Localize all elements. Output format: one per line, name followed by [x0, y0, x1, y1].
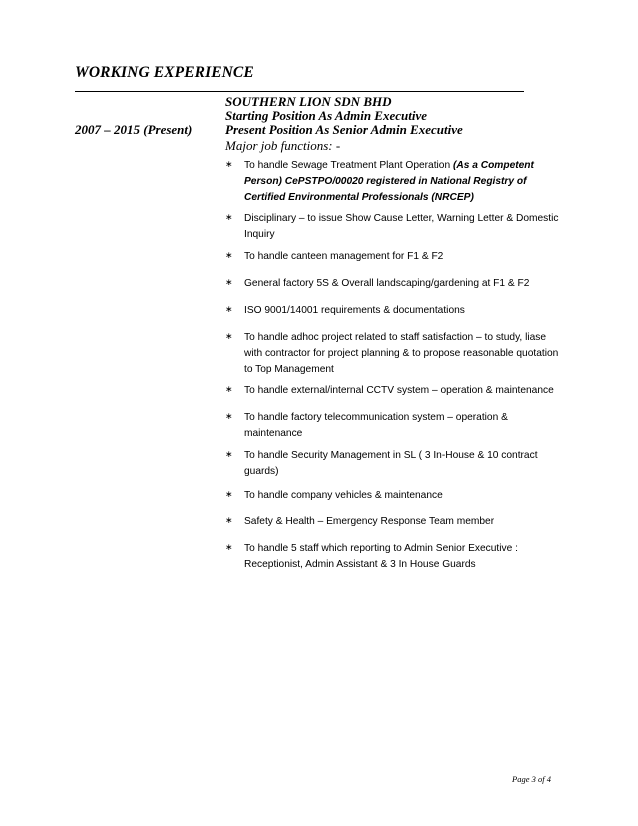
- duty-text: ISO 9001/14001 requirements & documentations: [244, 305, 465, 316]
- employment-period: 2007 – 2015 (Present): [75, 122, 193, 137]
- bullet-icon: ∗: [225, 385, 233, 395]
- duty-text: To handle canteen management for F1 & F2: [244, 251, 444, 262]
- bullet-icon: ∗: [225, 278, 233, 288]
- duty-text: To handle 5 staff which reporting to Admin Senior Executive : Receptionist, Admin Assistant & 3 In House Guards: [244, 543, 518, 570]
- section-title: WORKING EXPERIENCE: [75, 64, 254, 81]
- duty-text: Safety & Health – Emergency Response Team member: [244, 516, 495, 527]
- bullet-icon: ∗: [225, 332, 233, 342]
- functions-label: Major job functions: -: [225, 138, 341, 153]
- duty-text: To handle company vehicles & maintenance: [244, 490, 443, 501]
- bullet-icon: ∗: [225, 160, 233, 170]
- starting-position: Starting Position As Admin Executive: [225, 108, 428, 123]
- section-divider: [75, 91, 524, 92]
- duty-text: To handle external/internal CCTV system – operation & maintenance: [244, 385, 554, 396]
- page-number: Page 3 of 4: [512, 774, 551, 784]
- bullet-icon: ∗: [225, 490, 233, 500]
- job-header: [225, 95, 463, 153]
- duty-text: Disciplinary – to issue Show Cause Letter, Warning Letter & Domestic Inquiry: [244, 213, 559, 240]
- bullet-icon: ∗: [225, 450, 233, 460]
- duty-text: General factory 5S & Overall landscaping/gardening at F1 & F2: [244, 278, 530, 289]
- duty-text: To handle adhoc project related to staff satisfaction – to study, liase with contractor for project planning & to propose reasonable quotation to Top Management: [244, 332, 559, 375]
- company-name: SOUTHERN LION SDN BHD: [225, 94, 392, 109]
- duty-text: To handle Security Management in SL ( 3 In-House & 10 contract guards): [244, 450, 538, 477]
- bullet-icon: ∗: [225, 516, 233, 526]
- bullet-icon: ∗: [225, 251, 233, 261]
- bullet-icon: ∗: [225, 305, 233, 315]
- duty-text: To handle Sewage Treatment Plant Operation: [244, 160, 453, 171]
- duty-emphasis: (As a Competent Person) CePSTPO/00020 registered in National Registry of Certified Environmental Professionals (NRCEP): [244, 160, 534, 203]
- present-position: Present Position As Senior Admin Executive: [225, 122, 463, 137]
- bullet-icon: ∗: [225, 213, 233, 223]
- bullet-icon: ∗: [225, 412, 233, 422]
- duty-text: To handle factory telecommunication system – operation & maintenance: [244, 412, 508, 439]
- bullet-icon: ∗: [225, 543, 233, 553]
